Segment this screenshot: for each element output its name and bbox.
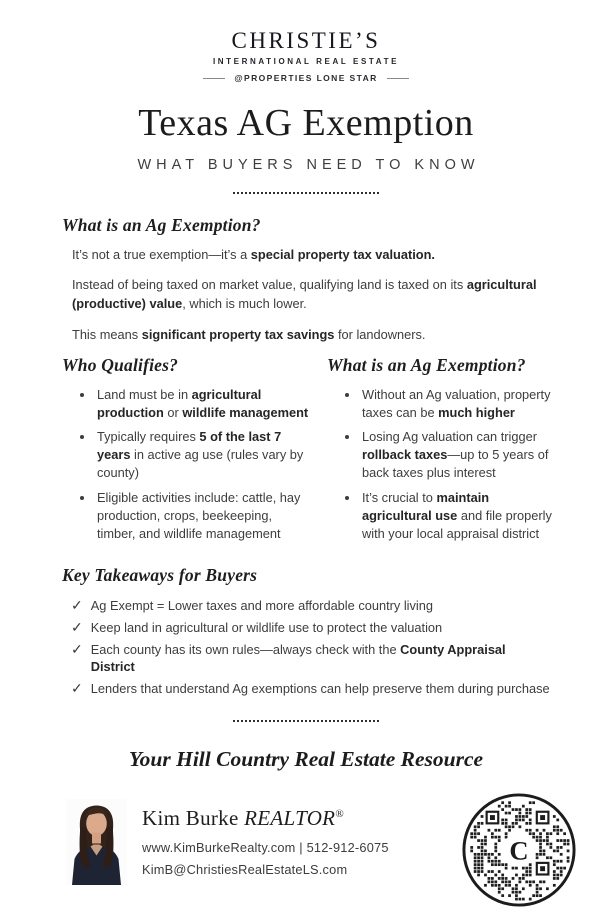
agent-phone: 512-912-6075 bbox=[306, 839, 389, 855]
tagline: Your Hill Country Real Estate Resource bbox=[128, 746, 484, 771]
key-takeaways-heading: Key Takeaways for Buyers bbox=[62, 565, 258, 585]
takeaway-item bbox=[71, 619, 550, 636]
brand-affiliate-row bbox=[0, 73, 612, 83]
agent-designation: REALTOR bbox=[244, 805, 336, 830]
intro-paragraph: Instead of being taxed on market value, qualifying land is taxed on its agricultural (productive) value, which is much lower. bbox=[72, 277, 537, 312]
takeaway-item bbox=[71, 680, 550, 697]
brand-header bbox=[0, 0, 612, 83]
bullet-item: • Losing Ag valuation can trigger rollback taxes—up to 5 years of back taxes plus interest bbox=[360, 428, 556, 482]
registered-trademark-symbol: ® bbox=[335, 807, 344, 820]
brand-name: CHRISTIE’S bbox=[231, 28, 381, 53]
who-qualifies-heading: Who Qualifies? bbox=[62, 354, 179, 375]
contact-web-phone-line bbox=[142, 840, 389, 855]
who-qualifies-column bbox=[62, 355, 309, 549]
dash-line bbox=[387, 78, 409, 79]
intro-paragraph: This means significant property tax savings for landowners. bbox=[72, 326, 426, 342]
separator: | bbox=[299, 839, 303, 855]
bullet-item: • Typically requires 5 of the last 7 years in active ag use (rules vary by county) bbox=[95, 428, 309, 482]
dotted-divider bbox=[233, 192, 379, 194]
contact-footer bbox=[66, 799, 578, 909]
agent-name-row bbox=[142, 806, 389, 831]
bullet-item: • Land must be in agricultural production or wildlife management bbox=[95, 386, 309, 422]
bullet-item: • Eligible activities include: cattle, hay production, crops, beekeeping, timber, and wildlife management bbox=[95, 489, 309, 543]
checkmark-icon: ✓ bbox=[71, 597, 83, 613]
takeaway-text: Each county has its own rules—always check with the County Appraisal District bbox=[90, 641, 506, 674]
page-subtitle: WHAT BUYERS NEED TO KNOW bbox=[137, 157, 480, 173]
qr-code-container bbox=[460, 791, 578, 909]
takeaway-text: Keep land in agricultural or wildlife use to protect the valuation bbox=[90, 619, 443, 635]
agent-photo bbox=[66, 799, 127, 885]
bullet-item: • It’s crucial to maintain agricultural use and file properly with your local appraisal district bbox=[360, 489, 556, 543]
qr-center-letter: C bbox=[509, 835, 529, 866]
intro-paragraph: It’s not a true exemption—it’s a special property tax valuation. bbox=[72, 247, 435, 262]
bullet-item: • Without an Ag valuation, property taxes can be much higher bbox=[360, 386, 556, 422]
page-title: Texas AG Exemption bbox=[138, 102, 474, 144]
checkmark-icon: ✓ bbox=[71, 640, 83, 657]
dotted-divider bbox=[233, 720, 379, 722]
contact-info bbox=[142, 799, 389, 877]
right-column-heading: What is an Ag Exemption? bbox=[327, 354, 526, 375]
dash-line bbox=[203, 78, 225, 79]
takeaway-text: Lenders that understand Ag exemptions can help preserve them during purchase bbox=[90, 680, 550, 696]
two-column-section bbox=[62, 355, 556, 549]
brand-tagline: INTERNATIONAL REAL ESTATE bbox=[212, 57, 400, 66]
takeaway-text: Ag Exempt = Lower taxes and more affordable country living bbox=[90, 598, 434, 613]
agent-name: Kim Burke bbox=[142, 805, 239, 830]
takeaway-item bbox=[71, 641, 550, 676]
right-column-list bbox=[347, 386, 556, 543]
intro-heading: What is an Ag Exemption? bbox=[62, 215, 261, 235]
agent-email: KimB@ChristiesRealEstateLS.com bbox=[142, 861, 348, 877]
brand-affiliate: @PROPERTIES LONE STAR bbox=[234, 73, 378, 83]
agent-website: www.KimBurkeRealty.com bbox=[142, 839, 296, 855]
intro-section bbox=[62, 215, 550, 344]
checkmark-icon: ✓ bbox=[71, 679, 83, 696]
takeaway-item bbox=[71, 597, 550, 614]
checkmark-icon: ✓ bbox=[71, 618, 83, 635]
why-it-matters-column bbox=[309, 355, 556, 549]
who-qualifies-list bbox=[82, 386, 309, 543]
qr-code bbox=[460, 791, 578, 909]
key-takeaways-section bbox=[62, 565, 550, 697]
